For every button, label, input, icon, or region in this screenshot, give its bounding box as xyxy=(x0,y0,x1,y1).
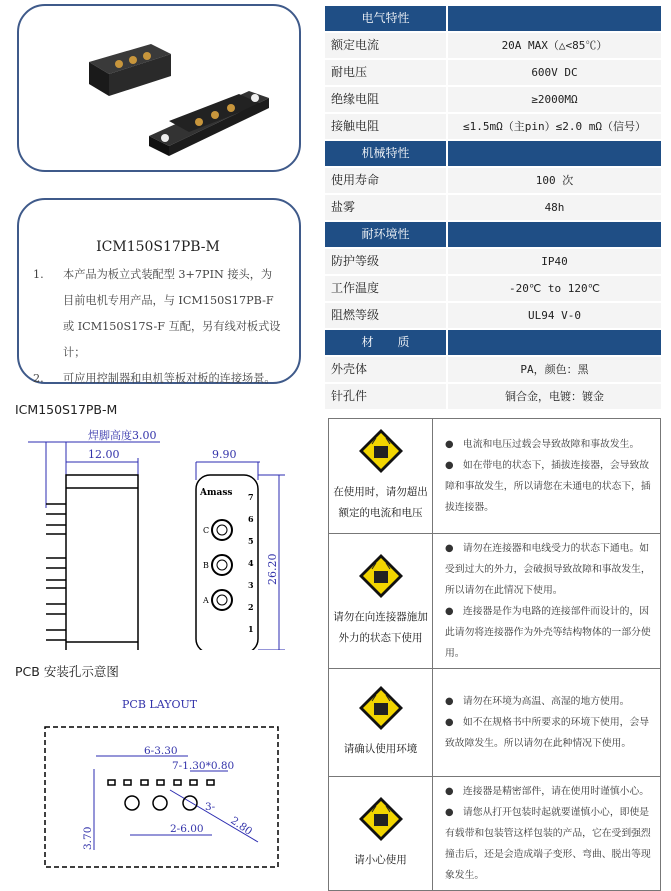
pcb-dim: 3- xyxy=(205,801,216,813)
pin-label: 2 xyxy=(248,602,254,612)
spec-key: 额定电流 xyxy=(325,33,446,60)
section-blank xyxy=(446,141,661,168)
spec-row xyxy=(325,33,661,60)
spec-row xyxy=(325,168,661,195)
warning-caption-cell xyxy=(329,419,433,534)
product-image-frame xyxy=(17,4,301,172)
description-item xyxy=(33,366,283,392)
spec-row xyxy=(325,114,661,141)
front-view xyxy=(196,475,258,650)
warning-bullet xyxy=(445,601,654,664)
warning-caption: 在使用时，请勿超出额定的电流和电压 xyxy=(333,486,428,519)
brand-logo: Amass xyxy=(200,488,233,498)
section-title: 机械特性 xyxy=(325,141,446,168)
warning-row xyxy=(329,534,661,669)
pcb-title: PCB LAYOUT xyxy=(122,698,198,711)
warning-bullet xyxy=(445,802,654,886)
spec-row xyxy=(325,60,661,87)
warning-row xyxy=(329,669,661,777)
pcb-dim: 7-1.30*0.80 xyxy=(172,760,235,772)
side-view xyxy=(46,475,138,650)
drawing-label: ICM150S17PB-M xyxy=(15,402,118,417)
warning-bullet xyxy=(445,712,654,754)
pin-label: 1 xyxy=(248,624,254,634)
spec-value: PA，颜色：黑 xyxy=(446,357,661,384)
warning-bullet xyxy=(445,538,654,601)
warning-bullet xyxy=(445,691,654,712)
spec-value: 48h xyxy=(446,195,661,222)
item-number: 2. xyxy=(33,372,44,385)
pcb-dim: 6-3.30 xyxy=(144,745,178,757)
pin-label: 5 xyxy=(248,536,254,546)
section-title: 电气特性 xyxy=(325,6,446,33)
item-number: 1. xyxy=(33,268,44,281)
warning-caption-cell xyxy=(329,669,433,777)
spec-row xyxy=(325,303,661,330)
bullet-icon: ● xyxy=(445,606,454,617)
warning-bullet xyxy=(445,434,654,455)
pcb-dim: 3.70 xyxy=(82,826,94,850)
connector-product-image xyxy=(19,6,299,170)
spec-value: UL94 V-0 xyxy=(446,303,661,330)
force-warning-icon xyxy=(358,553,404,599)
spec-value: 600V DC xyxy=(446,60,661,87)
face-width-dim: 9.90 xyxy=(212,448,237,461)
spec-key: 绝缘电阻 xyxy=(325,87,446,114)
bullet-icon: ● xyxy=(445,439,454,450)
spec-section-header xyxy=(325,6,661,33)
spec-key: 外壳体 xyxy=(325,357,446,384)
warning-caption-cell xyxy=(329,534,433,669)
power-label: C xyxy=(203,526,210,535)
spec-value: IP40 xyxy=(446,249,661,276)
warning-text-cell xyxy=(433,419,661,534)
pin-label: 6 xyxy=(248,514,254,524)
warning-caption: 请确认使用环境 xyxy=(343,743,418,755)
spec-key: 使用寿命 xyxy=(325,168,446,195)
pcb-dim: 2-6.00 xyxy=(170,823,204,835)
pcb-layout-drawing xyxy=(0,690,310,880)
bullet-text: 如在带电的状态下，插拔连接器，会导致故障和事故发生，所以请您在未通电的状态下，插拔连接器。 xyxy=(445,460,651,513)
bullet-text: 请勿在连接器和电线受力的状态下通电。如受到过大的外力，会破损导致故障和事故发生，所以请勿在此情况下使用。 xyxy=(445,543,651,596)
spec-row xyxy=(325,249,661,276)
bullet-text: 连接器是作为电路的连接部件而设计的，因此请勿将连接器作为外壳等结构物体的一部分使用。 xyxy=(445,606,651,659)
bullet-icon: ● xyxy=(445,807,454,818)
bullet-text: 请您从打开包装时起就要谨慎小心，即使是有载带和包装管这样包装的产品，它在受到强烈撞击后，还是会造成端子变形、弯曲、脱出等现象发生。 xyxy=(445,807,651,881)
pin-label: 3 xyxy=(248,580,254,590)
spec-key: 针孔件 xyxy=(325,384,446,411)
product-description xyxy=(17,198,301,384)
spec-section-header xyxy=(325,141,661,168)
pcb-dim: 2.80 xyxy=(228,814,255,838)
solder-height-dim: 焊脚高度3.00 xyxy=(88,429,157,442)
spec-key: 工作温度 xyxy=(325,276,446,303)
overload-warning-icon xyxy=(358,428,404,474)
spec-key: 阻燃等级 xyxy=(325,303,446,330)
pin-label: 7 xyxy=(248,492,254,502)
spec-table xyxy=(325,6,661,411)
warning-text-cell xyxy=(433,534,661,669)
spec-value: ≤1.5mΩ（主pin）≤2.0 mΩ（信号） xyxy=(446,114,661,141)
section-blank xyxy=(446,222,661,249)
warning-row xyxy=(329,777,661,891)
bullet-text: 连接器是精密部件，请在使用时谨慎小心。 xyxy=(462,786,650,797)
environment-warning-icon xyxy=(358,685,404,731)
bullet-text: 如不在规格书中所要求的环境下使用，会导致故障发生。所以请勿在此种情况下使用。 xyxy=(445,717,650,749)
spec-row xyxy=(325,357,661,384)
spec-row xyxy=(325,276,661,303)
bullet-icon: ● xyxy=(445,717,454,728)
spec-key: 接触电阻 xyxy=(325,114,446,141)
spec-key: 耐电压 xyxy=(325,60,446,87)
bullet-text: 电流和电压过载会导致故障和事故发生。 xyxy=(462,439,640,450)
bullet-icon: ● xyxy=(445,696,454,707)
warning-caption: 请小心使用 xyxy=(354,854,407,866)
spec-value: 100 次 xyxy=(446,168,661,195)
width-dim: 12.00 xyxy=(88,448,120,461)
spec-row xyxy=(325,384,661,411)
spec-section-header xyxy=(325,330,661,357)
bullet-text: 请勿在环境为高温、高湿的地方使用。 xyxy=(462,696,630,707)
section-blank xyxy=(446,6,661,33)
spec-key: 盐雾 xyxy=(325,195,446,222)
spec-value: 20A MAX（△<85℃） xyxy=(446,33,661,60)
handle-care-warning-icon xyxy=(358,796,404,842)
product-title: ICM150S17PB-M xyxy=(96,239,220,255)
item-text: 可应用控制器和电机等板对板的连接场景。 xyxy=(63,372,276,385)
warning-bullet xyxy=(445,781,654,802)
spec-row xyxy=(325,87,661,114)
spec-value: 铜合金，电镀：镀金 xyxy=(446,384,661,411)
height-dim: 26.20 xyxy=(266,553,279,585)
warning-caption-cell xyxy=(329,777,433,891)
pcb-section-label: PCB 安装孔示意图 xyxy=(15,664,119,679)
bullet-icon: ● xyxy=(445,786,454,797)
bullet-icon: ● xyxy=(445,543,454,554)
power-label: B xyxy=(203,561,209,570)
description-item xyxy=(33,262,283,366)
spec-value: -20℃ to 120℃ xyxy=(446,276,661,303)
spec-section-header xyxy=(325,222,661,249)
section-title: 耐环境性 xyxy=(325,222,446,249)
item-text: 本产品为板立式装配型 3+7PIN 接头，为目前电机专用产品，与 ICM150S17PB-F 或 ICM150S17S-F 互配，另有线对板式设计； xyxy=(63,268,281,359)
warnings-table xyxy=(328,418,661,891)
warning-caption: 请勿在向连接器施加外力的状态下使用 xyxy=(333,611,428,644)
warning-text-cell xyxy=(433,777,661,891)
section-title: 材 质 xyxy=(325,330,446,357)
power-label: A xyxy=(203,596,209,605)
warning-row xyxy=(329,419,661,534)
section-blank xyxy=(446,330,661,357)
spec-row xyxy=(325,195,661,222)
pin-label: 4 xyxy=(248,558,254,568)
bullet-icon: ● xyxy=(445,460,454,471)
warning-text-cell xyxy=(433,669,661,777)
dimension-drawing xyxy=(0,420,310,650)
warning-bullet xyxy=(445,455,654,518)
spec-key: 防护等级 xyxy=(325,249,446,276)
spec-value: ≥2000MΩ xyxy=(446,87,661,114)
